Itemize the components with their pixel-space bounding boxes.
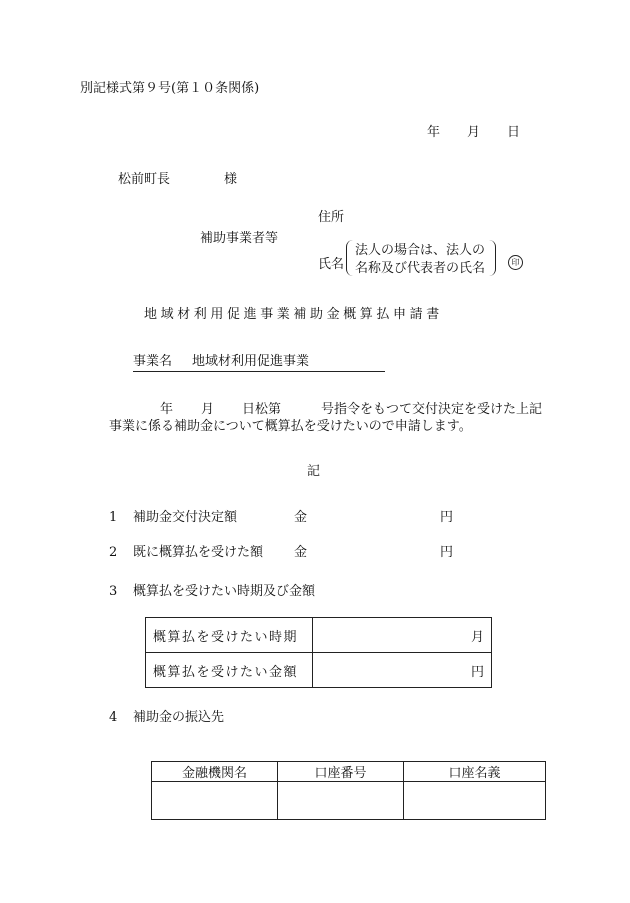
body-line-1 — [160, 403, 542, 416]
item-2-number: 2 — [109, 545, 118, 560]
account-holder-field[interactable] — [404, 782, 546, 820]
bank-account-table — [151, 761, 546, 820]
date-year: 年 — [427, 125, 441, 140]
date-line — [427, 126, 520, 139]
date-day: 日 — [507, 125, 521, 140]
addressee-name: 松前町長 — [118, 172, 171, 187]
table-row — [146, 618, 492, 653]
date-month: 月 — [467, 125, 481, 140]
item-3-label: 概算払を受けたい時期及び金額 — [133, 584, 316, 599]
addressee — [118, 173, 237, 186]
item-1-yen: 円 — [440, 510, 454, 525]
item-3-number: 3 — [109, 584, 118, 599]
advance-timing-field[interactable] — [313, 618, 492, 653]
applicant-role: 補助事業者等 — [200, 231, 279, 246]
corporate-note — [346, 240, 496, 276]
ki-heading: 記 — [307, 464, 321, 479]
item-2-yen: 円 — [440, 545, 454, 560]
bank-name-field[interactable] — [152, 782, 278, 820]
body-rest: 号指令をもつて交付決定を受けた上記 — [321, 402, 543, 417]
addressee-honorific: 様 — [224, 172, 238, 187]
advance-timing-unit: 月 — [470, 629, 484, 645]
project-name: 地域材利用促進事業 — [192, 354, 310, 369]
name-label: 氏名 — [318, 257, 345, 272]
document-title: 地域材利用促進事業補助金概算払申請書 — [144, 307, 443, 322]
advance-amount-field[interactable] — [313, 653, 492, 688]
advance-amount-label: 概算払を受けたい金額 — [146, 653, 313, 688]
item-4-number: 4 — [109, 710, 118, 725]
body-line-2: 事業に係る補助金について概算払を受けたいので申請します。 — [109, 419, 472, 434]
item-2-kin: 金 — [294, 545, 308, 560]
item-1-label: 補助金交付決定額 — [133, 510, 238, 525]
table-row — [152, 782, 546, 820]
address-label: 住所 — [318, 210, 345, 225]
table-row — [146, 653, 492, 688]
bank-name-header: 金融機関名 — [152, 762, 278, 782]
item-1-number: 1 — [109, 510, 118, 525]
advance-timing-label: 概算払を受けたい時期 — [146, 618, 313, 653]
corporate-note-line2: 名称及び代表者の氏名 — [355, 261, 486, 276]
item-4-label: 補助金の振込先 — [133, 710, 225, 725]
seal-mark: 印 — [508, 255, 523, 270]
item-2-label: 既に概算払を受けた額 — [133, 545, 264, 560]
body-day: 日松第 — [242, 402, 282, 417]
account-holder-header: 口座名義 — [404, 762, 546, 782]
advance-payment-table — [145, 617, 492, 688]
account-number-header: 口座番号 — [278, 762, 404, 782]
body-year: 年 — [160, 402, 174, 417]
corporate-note-line1: 法人の場合は、法人の — [355, 243, 486, 258]
item-1-kin: 金 — [294, 510, 308, 525]
project-label: 事業名 — [133, 354, 173, 369]
table-header-row — [152, 762, 546, 782]
form-number: 別記様式第９号(第１０条関係) — [80, 81, 260, 96]
project-line — [133, 355, 385, 372]
advance-amount-unit: 円 — [470, 664, 484, 680]
account-number-field[interactable] — [278, 782, 404, 820]
body-month: 月 — [201, 402, 215, 417]
